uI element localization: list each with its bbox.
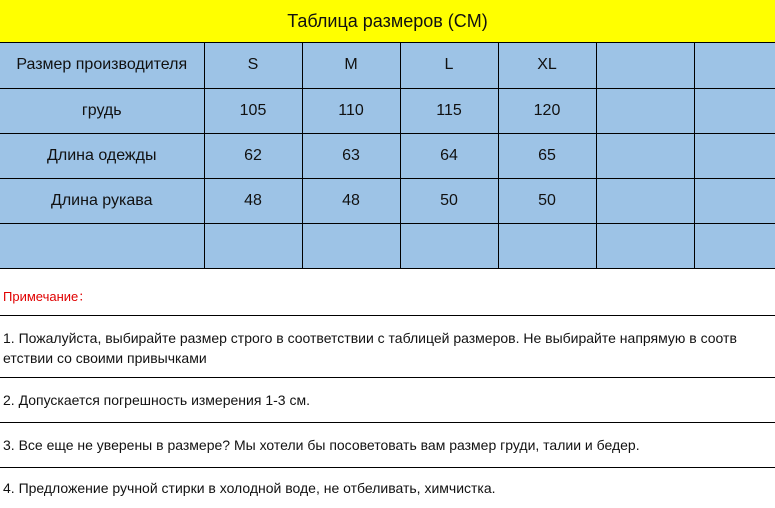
table-cell: 48 (302, 178, 400, 223)
table-cell: 64 (400, 133, 498, 178)
table-cell (694, 223, 775, 268)
table-cell (596, 88, 694, 133)
table-cell: 62 (204, 133, 302, 178)
table-cell (694, 88, 775, 133)
table-row-length (0, 133, 775, 178)
table-cell (204, 223, 302, 268)
table-cell (596, 178, 694, 223)
table-cell: 48 (204, 178, 302, 223)
row-header-cell: грудь (0, 88, 204, 133)
note-item: 2. Допускается погрешность измерения 1-3 см. (0, 378, 775, 423)
table-row-sleeve (0, 178, 775, 223)
table-cell: 110 (302, 88, 400, 133)
table-cell: 115 (400, 88, 498, 133)
table-cell: 105 (204, 88, 302, 133)
table-cell (302, 223, 400, 268)
table-row-empty (0, 223, 775, 268)
table-cell (400, 223, 498, 268)
size-table (0, 43, 775, 269)
row-header-cell (0, 223, 204, 268)
title-text: Таблица размеров (CM) (287, 10, 488, 31)
table-cell: 50 (498, 178, 596, 223)
notes-section (0, 272, 775, 508)
table-cell: 63 (302, 133, 400, 178)
row-header-cell: Длина одежды (0, 133, 204, 178)
note-item: 3. Все еще не уверены в размере? Мы хотели бы посоветовать вам размер груди, талии и бедер. (0, 423, 775, 468)
table-cell (596, 43, 694, 88)
note-item: 1. Пожалуйста, выбирайте размер строго в соответствии с таблицей размеров. Не выбирайте напрямую в соотв етствии со своими привычками (0, 316, 775, 378)
table-cell (694, 178, 775, 223)
table-row-size-labels (0, 43, 775, 88)
row-header-cell: Длина рукава (0, 178, 204, 223)
size-chart-title (0, 0, 775, 43)
notes-heading: Примечание： (0, 272, 775, 316)
row-header-cell: Размер производителя (0, 43, 204, 88)
table-cell (596, 133, 694, 178)
table-cell: XL (498, 43, 596, 88)
table-row-chest (0, 88, 775, 133)
table-cell (694, 43, 775, 88)
table-cell: L (400, 43, 498, 88)
table-cell (694, 133, 775, 178)
table-cell: 65 (498, 133, 596, 178)
table-cell: M (302, 43, 400, 88)
table-cell: 120 (498, 88, 596, 133)
table-cell: 50 (400, 178, 498, 223)
table-cell (498, 223, 596, 268)
table-cell: S (204, 43, 302, 88)
note-item: 4. Предложение ручной стирки в холодной воде, не отбеливать, химчистка. (3, 480, 496, 496)
table-cell (596, 223, 694, 268)
